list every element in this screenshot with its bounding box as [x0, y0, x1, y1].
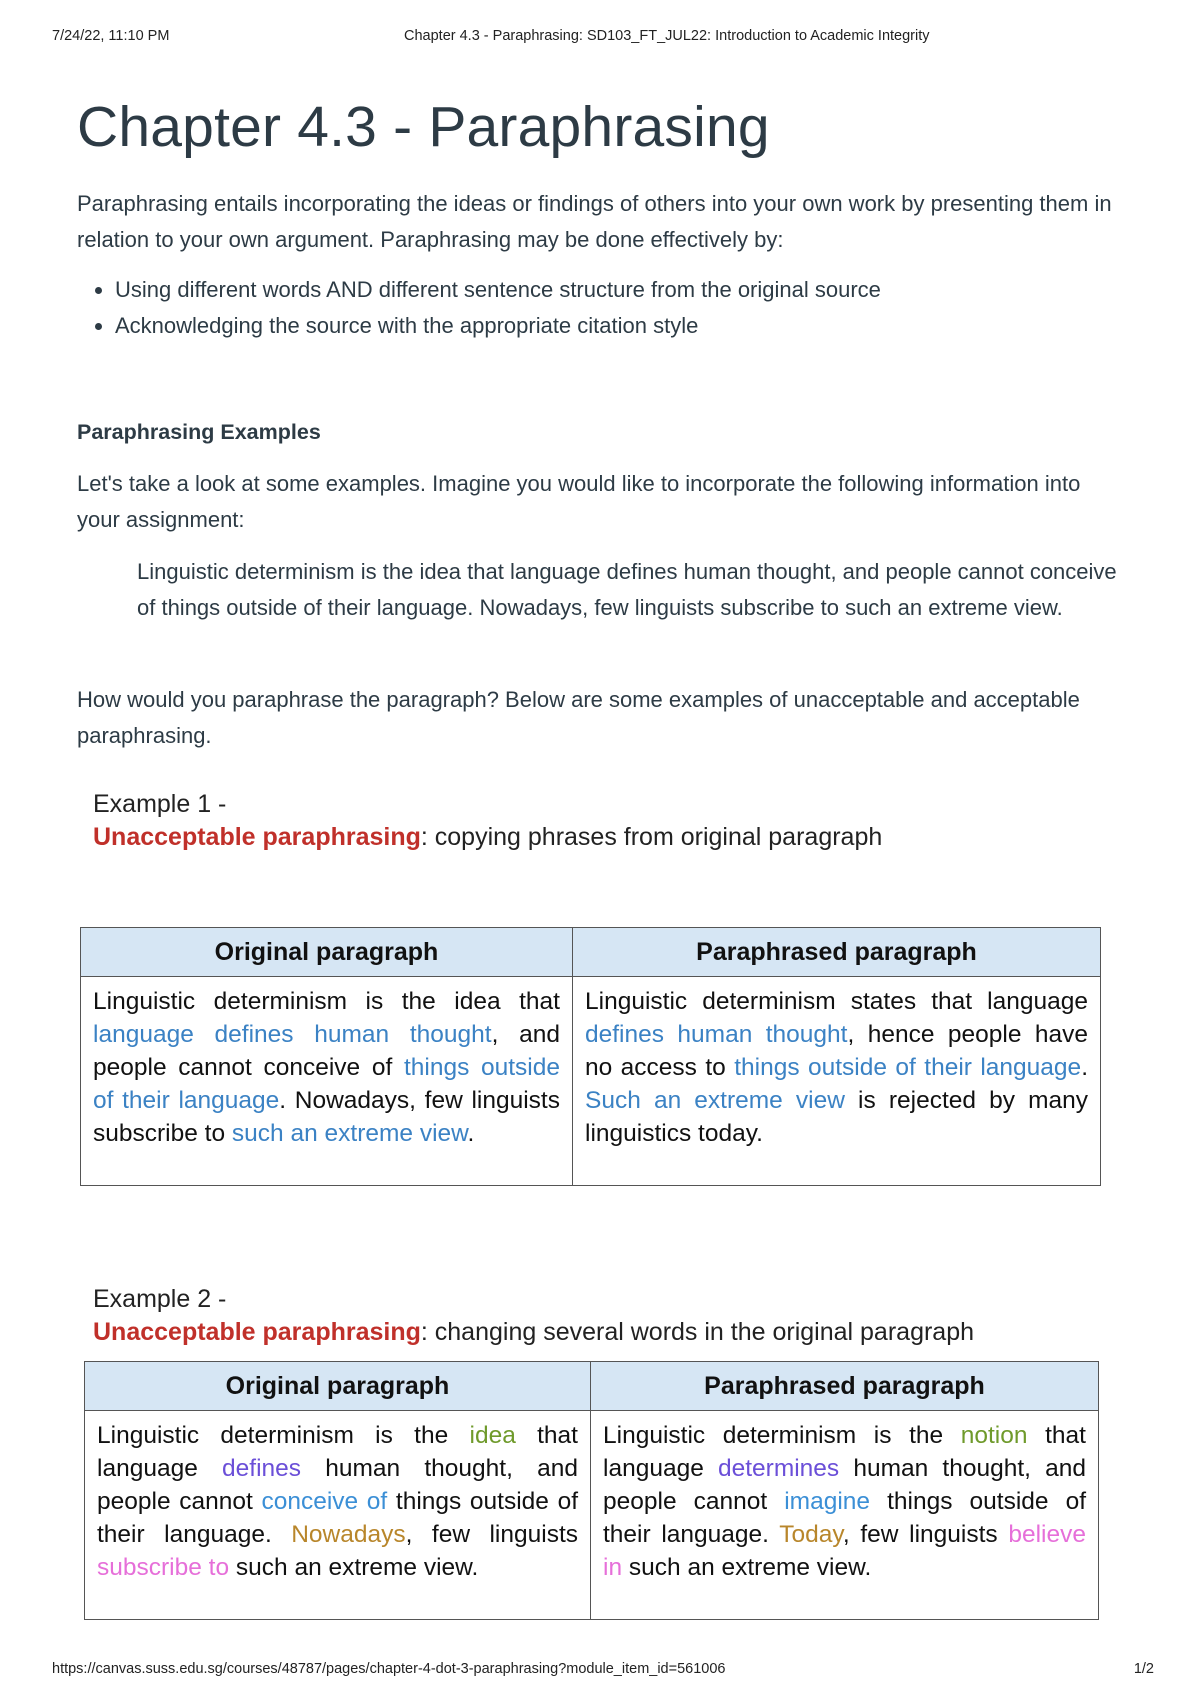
example-1-caption	[93, 788, 882, 854]
text-segment: , and people cannot conceive of	[93, 1021, 560, 1081]
verdict-label: Unacceptable paraphrasing	[93, 823, 421, 851]
column-header-paraphrased: Paraphrased paragraph	[591, 1362, 1099, 1411]
intro-paragraph: Paraphrasing entails incorporating the ideas or findings of others into your own work by presenting them in relation to your own argument. Paraphrasing may be done effectively by:	[77, 191, 1112, 252]
text-segment: , few linguists	[405, 1521, 579, 1548]
text-segment: things outside of their language.	[603, 1488, 1087, 1548]
print-date: 7/24/22, 11:10 PM	[52, 28, 170, 44]
text-segment: human thought, and people cannot	[603, 1455, 1086, 1515]
copied-phrase: things outside of their language	[734, 1054, 1082, 1081]
text-segment: , few linguists	[842, 1521, 1009, 1548]
text-segment: Linguistic determinism states that language	[585, 988, 1088, 1015]
text-segment: . Nowadays, few linguists subscribe to	[93, 1087, 560, 1147]
text-segment: Linguistic determinism is the	[603, 1422, 961, 1449]
copied-phrase: Such an extreme view	[585, 1087, 845, 1114]
technique-list	[77, 272, 1127, 344]
page-title: Chapter 4.3 - Paraphrasing	[77, 95, 770, 159]
text-segment: is rejected by many linguistics today.	[585, 1087, 1089, 1147]
verdict-label: Unacceptable paraphrasing	[93, 1318, 421, 1346]
copied-phrase: language defines human thought	[93, 1021, 492, 1048]
print-header	[52, 28, 1152, 50]
changed-word: notion	[960, 1422, 1028, 1449]
example-label: Example 1 -	[93, 790, 227, 818]
original-paragraph-cell	[85, 1411, 591, 1620]
example-2-table	[84, 1361, 1099, 1620]
example-2-caption	[93, 1283, 974, 1349]
page-content	[77, 88, 1127, 754]
changed-word: believe in	[603, 1521, 1086, 1581]
column-header-paraphrased: Paraphrased paragraph	[573, 928, 1101, 977]
text-segment: human thought, and people cannot	[97, 1455, 578, 1515]
source-quote: Linguistic determinism is the idea that language defines human thought, and people cannot conceive of things outside of their language. Nowadays, few linguists subscribe to such an extreme view.	[137, 559, 1117, 620]
changed-word: defines	[222, 1455, 302, 1482]
list-item: • Acknowledging the source with the appropriate citation style	[115, 308, 1127, 344]
example-1-table	[80, 927, 1101, 1186]
text-segment: such an extreme view.	[622, 1554, 872, 1581]
text-segment: such an extreme view.	[229, 1554, 479, 1581]
example-verdict-line	[93, 821, 882, 854]
column-header-original: Original paragraph	[81, 928, 573, 977]
changed-word: subscribe to	[97, 1554, 230, 1581]
column-header-original: Original paragraph	[85, 1362, 591, 1411]
text-segment: that language	[97, 1422, 578, 1482]
copied-phrase: things outside of their language	[93, 1054, 561, 1114]
paraphrased-paragraph-cell	[573, 977, 1101, 1186]
text-segment: that language	[603, 1422, 1086, 1482]
original-paragraph-cell	[81, 977, 573, 1186]
changed-word: imagine	[784, 1488, 871, 1515]
changed-word: conceive of	[261, 1488, 388, 1515]
text-segment: .	[1081, 1054, 1088, 1081]
changed-word: Today	[779, 1521, 843, 1548]
text-segment: Linguistic determinism is the idea that	[93, 988, 560, 1015]
question-paragraph: How would you paraphrase the paragraph? Below are some examples of unacceptable and acceptable paraphrasing.	[77, 687, 1080, 748]
copied-phrase: defines human thought	[585, 1021, 848, 1048]
print-footer	[52, 1661, 1154, 1683]
examples-heading: Paraphrasing Examples	[77, 420, 321, 444]
changed-word: idea	[469, 1422, 516, 1449]
page-number: 1/2	[1133, 1661, 1154, 1677]
verdict-description: : changing several words in the original paragraph	[420, 1318, 975, 1346]
text-segment: Linguistic determinism is the	[97, 1422, 470, 1449]
page-url: https://canvas.suss.edu.sg/courses/48787/pages/chapter-4-dot-3-paraphrasing?module_item_id=561006	[52, 1661, 726, 1677]
changed-word: Nowadays	[291, 1521, 406, 1548]
changed-word: determines	[717, 1455, 840, 1482]
paraphrased-paragraph-cell	[591, 1411, 1099, 1620]
text-segment: things outside of their language.	[97, 1488, 579, 1548]
examples-intro: Let's take a look at some examples. Imagine you would like to incorporate the following information into your assignment:	[77, 471, 1081, 532]
print-title: Chapter 4.3 - Paraphrasing: SD103_FT_JUL22: Introduction to Academic Integrity	[404, 28, 930, 44]
verdict-description: : copying phrases from original paragraph	[420, 823, 883, 851]
example-label: Example 2 -	[93, 1285, 227, 1313]
example-verdict-line	[93, 1316, 974, 1349]
copied-phrase: such an extreme view	[231, 1120, 468, 1147]
text-segment: , hence people have no access to	[585, 1021, 1088, 1081]
list-item: • Using different words AND different sentence structure from the original source	[115, 272, 1127, 308]
text-segment: .	[467, 1120, 475, 1147]
